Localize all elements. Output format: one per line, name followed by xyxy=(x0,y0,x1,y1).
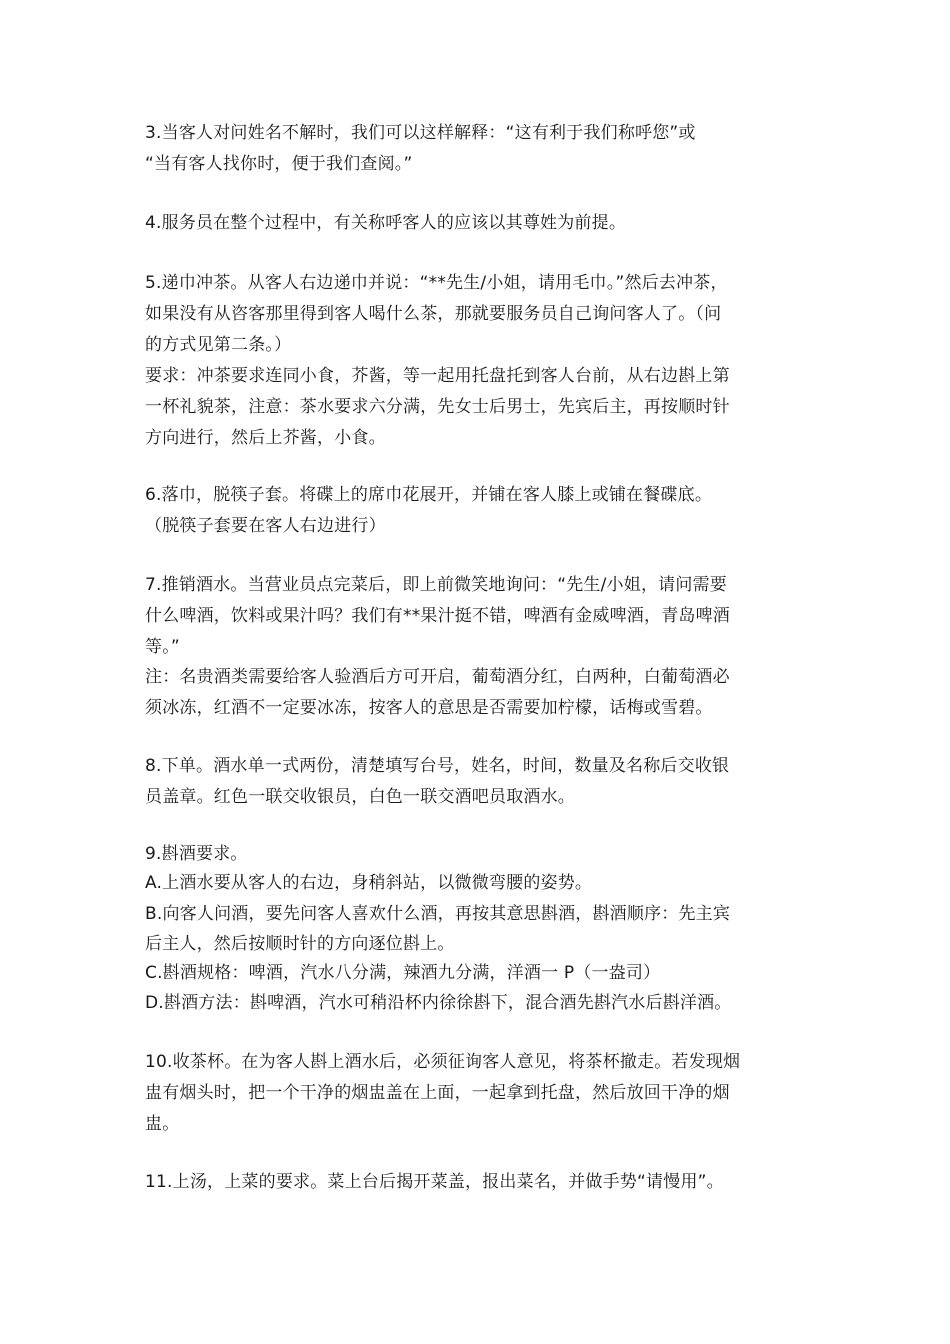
paragraph-line: A.上酒水要从客人的右边，身稍斜站，以微微弯腰的姿势。 xyxy=(145,873,593,893)
paragraph-line: 5.递巾冲茶。从客人右边递巾并说：“**先生/小姐，请用毛巾。”然后去冲茶， xyxy=(145,273,728,293)
paragraph-line: 盅。 xyxy=(145,1114,180,1134)
paragraph-line: 8.下单。酒水单一式两份，清楚填写台号，姓名，时间，数量及名称后交收银 xyxy=(145,756,730,776)
paragraph-line: 须冰冻，红酒不一定要冰冻，按客人的意思是否需要加柠檬，话梅或雪碧。 xyxy=(145,698,713,718)
paragraph-line: 注：名贵酒类需要给客人验酒后方可开启，葡萄酒分红，白两种，白葡萄酒必 xyxy=(145,667,730,687)
paragraph-line: D.斟酒方法：斟啤酒，汽水可稍沿杯内徐徐斟下，混合酒先斟汽水后斟洋酒。 xyxy=(145,993,732,1013)
paragraph-line: 9.斟酒要求。 xyxy=(145,844,248,864)
paragraph-line: 7.推销酒水。当营业员点完菜后，即上前微笑地询问：“先生/小姐，请问需要 xyxy=(145,575,727,595)
paragraph-line: （脱筷子套要在客人右边进行） xyxy=(145,516,386,536)
paragraph-line: 员盖章。红色一联交收银员，白色一联交酒吧员取酒水。 xyxy=(145,787,575,807)
paragraph-line: B.向客人问酒，要先问客人喜欢什么酒，再按其意思斟酒，斟酒顺序：先主宾 xyxy=(145,904,731,924)
paragraph-line: 4.服务员在整个过程中，有关称呼客人的应该以其尊姓为前提。 xyxy=(145,213,627,233)
paragraph-line: 11.上汤，上菜的要求。菜上台后揭开菜盖，报出菜名，并做手势“请慢用”。 xyxy=(145,1172,724,1192)
paragraph-line: 后主人，然后按顺时针的方向逐位斟上。 xyxy=(145,934,455,954)
paragraph-line: 3.当客人对问姓名不解时，我们可以这样解释：“这有利于我们称呼您”或 xyxy=(145,123,696,143)
paragraph-line: 盅有烟头时，把一个干净的烟盅盖在上面，一起拿到托盘，然后放回干净的烟 xyxy=(145,1083,730,1103)
paragraph-line: 要求：冲茶要求连同小食，芥酱，等一起用托盘托到客人台前，从右边斟上第 xyxy=(145,366,730,386)
paragraph-line: C.斟酒规格：啤酒，汽水八分满，辣酒九分满，洋酒一 P（一盎司） xyxy=(145,963,661,983)
paragraph-line: 的方式见第二条。） xyxy=(145,335,292,355)
paragraph-line: 什么啤酒，饮料或果汁吗？我们有**果汁挺不错，啤酒有金威啤酒，青岛啤酒 xyxy=(145,606,730,626)
paragraph-line: 6.落巾，脱筷子套。将碟上的席巾花展开，并铺在客人膝上或铺在餐碟底。 xyxy=(145,485,713,505)
paragraph-line: 一杯礼貌茶，注意：茶水要求六分满，先女士后男士，先宾后主，再按顺时针 xyxy=(145,397,730,417)
paragraph-line: 10.收茶杯。在为客人斟上酒水后，必须征询客人意见，将茶杯撤走。若发现烟 xyxy=(145,1052,741,1072)
paragraph-line: 等。” xyxy=(145,637,180,657)
paragraph-line: 如果没有从咨客那里得到客人喝什么茶，那就要服务员自己询问客人了。（问 xyxy=(145,304,722,324)
paragraph-line: “当有客人找你时，便于我们查阅。” xyxy=(145,154,413,174)
paragraph-line: 方向进行，然后上芥酱，小食。 xyxy=(145,428,386,448)
